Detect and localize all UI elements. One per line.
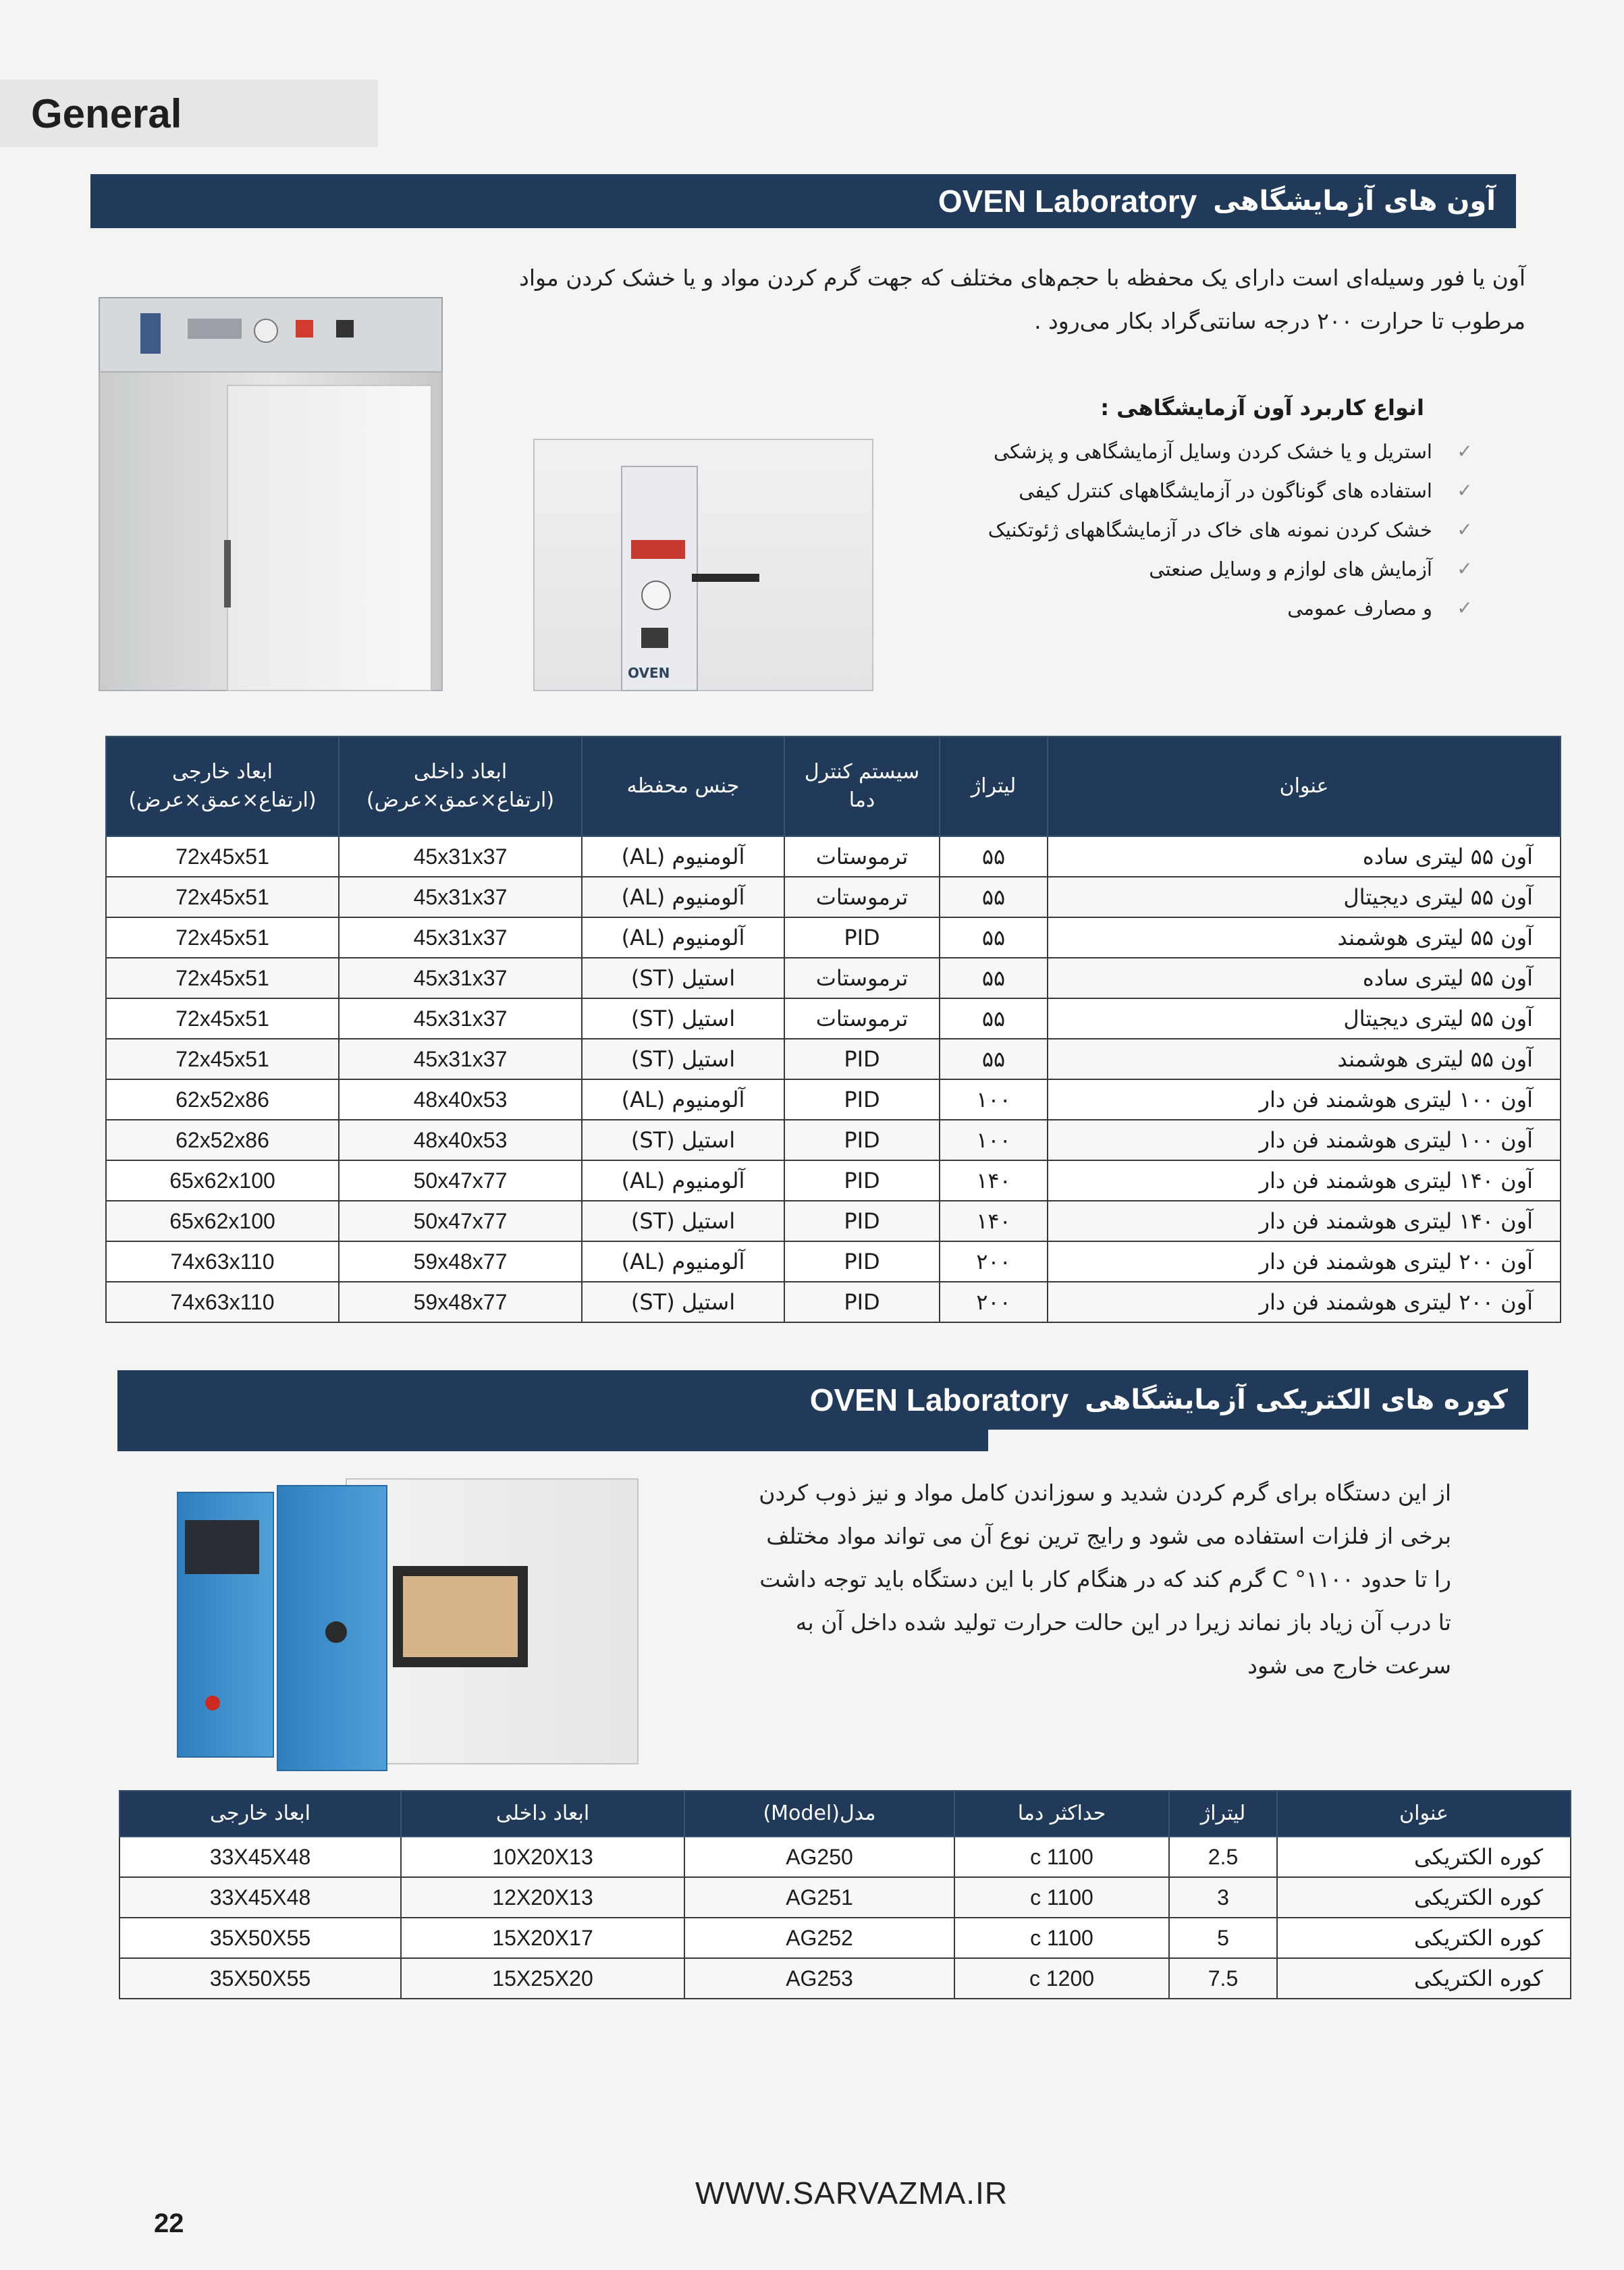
oven-photo-label: OVEN	[628, 665, 670, 681]
footer-website-link[interactable]: WWW.SARVAZMA.IR	[695, 2176, 1008, 2211]
page-number: 22	[154, 2209, 184, 2238]
col-header-volume: لیتراژ	[940, 736, 1048, 836]
table-row: آون ۵۵ لیتری ساده ۵۵ ترموستات آلومنیوم (AL) 45x31x37 72x45x51	[106, 836, 1561, 877]
small-oven-image	[533, 439, 877, 702]
table-row: آون ۱۴۰ لیتری هوشمند فن دار ۱۴۰ PID استیل (ST) 50x47x77 65x62x100	[106, 1201, 1561, 1241]
check-icon: ✓	[1457, 479, 1473, 502]
col-header-inner-dims: ابعاد داخلی (ارتفاع×عمق×عرض)	[339, 736, 582, 836]
col-header-volume: لیتراژ	[1169, 1791, 1277, 1837]
check-icon: ✓	[1457, 558, 1473, 580]
table-row: آون ۱۰۰ لیتری هوشمند فن دار ۱۰۰ PID آلومنیوم (AL) 48x40x53 62x52x86	[106, 1079, 1561, 1120]
table-row: کوره الکتریکی 5 1100 c AG252 15X20X17 35X50X55	[119, 1918, 1571, 1958]
section-title: General	[31, 90, 182, 136]
table-row: کوره الکتریکی 3 1100 c AG251 12X20X13 33X45X48	[119, 1877, 1571, 1918]
col-header-outer-dims: ابعاد خارجی (ارتفاع×عمق×عرض)	[106, 736, 339, 836]
table-header-row	[119, 1791, 1571, 1837]
table-row: آون ۵۵ لیتری هوشمند ۵۵ PID استیل (ST) 45x31x37 72x45x51	[106, 1039, 1561, 1079]
list-item: ✓ خشک کردن نمونه های خاک در آزمایشگاههای ژئوتکنیک	[945, 510, 1478, 549]
furnace-door	[277, 1485, 387, 1771]
table-row: آون ۲۰۰ لیتری هوشمند فن دار ۲۰۰ PID آلومنیوم (AL) 59x48x77 74x63x110	[106, 1241, 1561, 1282]
furnace-banner-fa: کوره های الکتریکی آزمایشگاهی	[1085, 1384, 1508, 1415]
list-item: ✓ استریل و یا خشک کردن وسایل آزمایشگاهی و پزشکی	[945, 432, 1478, 471]
col-header-material: جنس محفظه	[582, 736, 784, 836]
col-header-model: مدل(Model)	[684, 1791, 954, 1837]
table-row: آون ۱۰۰ لیتری هوشمند فن دار ۱۰۰ PID استیل (ST) 48x40x53 62x52x86	[106, 1120, 1561, 1160]
furnace-section-banner	[117, 1370, 1528, 1430]
oven-banner-en: OVEN Laboratory	[938, 184, 1197, 219]
check-icon: ✓	[1457, 597, 1473, 619]
col-header-title: عنوان	[1277, 1791, 1571, 1837]
oven-banner-fa: آون های آزمایشگاهی	[1213, 186, 1496, 217]
check-icon: ✓	[1457, 518, 1473, 541]
table-row: آون ۱۴۰ لیتری هوشمند فن دار ۱۴۰ PID آلومنیوم (AL) 50x47x77 65x62x100	[106, 1160, 1561, 1201]
oven-spec-table	[105, 736, 1561, 1323]
list-item: ✓ استفاده های گوناگون در آزمایشگاههای کنترل کیفی	[945, 471, 1478, 510]
table-row: آون ۵۵ لیتری ساده ۵۵ ترموستات استیل (ST) 45x31x37 72x45x51	[106, 958, 1561, 998]
table-row: کوره الکتریکی 7.5 1200 c AG253 15X25X20 35X50X55	[119, 1958, 1571, 1999]
list-item: ✓ و مصارف عمومی	[945, 589, 1478, 628]
furnace-banner-en: OVEN Laboratory	[809, 1382, 1069, 1417]
furnace-description: از این دستگاه برای گرم کردن شدید و سوزاندن کامل مواد و نیز ذوب کردن برخی از فلزات استفاده می شود و رایج ترین نوع آن می تواند مواد مختلف را تا حدود ۱۱۰۰° C گرم کند که در هنگام کار با این دستگاه باید توجه داشت تا درب آن زیاد باز نماند زیرا در این حالت حرارت تولید شده داخل آن به سرعت خارج می شود	[759, 1480, 1451, 1679]
oven-uses-list	[945, 432, 1478, 628]
col-header-title: عنوان	[1048, 736, 1561, 836]
col-header-control: سیستم کنترل دما	[784, 736, 940, 836]
section-tab	[0, 80, 378, 147]
table-row: کوره الکتریکی 2.5 1100 c AG250 10X20X13 33X45X48	[119, 1837, 1571, 1877]
oven-door	[227, 385, 432, 691]
control-panel	[177, 1492, 274, 1758]
table-row: آون ۵۵ لیتری هوشمند ۵۵ PID آلومنیوم (AL) 45x31x37 72x45x51	[106, 917, 1561, 958]
check-icon: ✓	[1457, 440, 1473, 462]
oven-description: آون یا فور وسیله‌ای است دارای یک محفظه با حجم‌های مختلف که جهت گرم کردن مواد و یا خشک کردن مواد مرطوب تا حرارت ۲۰۰ درجه سانتی‌گراد بکار می‌رود .	[519, 265, 1525, 334]
table-row: آون ۵۵ لیتری دیجیتال ۵۵ ترموستات استیل (ST) 45x31x37 72x45x51	[106, 998, 1561, 1039]
furnace-image	[177, 1471, 643, 1782]
col-header-max-temp: حداکثر دما	[954, 1791, 1169, 1837]
list-item: ✓ آزمایش های لوازم و وسایل صنعتی	[945, 549, 1478, 589]
col-header-inner-dims: ابعاد داخلی	[401, 1791, 684, 1837]
table-row: آون ۲۰۰ لیتری هوشمند فن دار ۲۰۰ PID استیل (ST) 59x48x77 74x63x110	[106, 1282, 1561, 1322]
furnace-spec-table	[119, 1790, 1571, 1999]
col-header-outer-dims: ابعاد خارجی	[119, 1791, 401, 1837]
table-row: آون ۵۵ لیتری دیجیتال ۵۵ ترموستات آلومنیوم (AL) 45x31x37 72x45x51	[106, 877, 1561, 917]
control-panel	[99, 297, 443, 374]
table-header-row	[106, 736, 1561, 836]
oven-uses-title: انواع کاربرد آون آزمایشگاهی :	[1100, 395, 1424, 421]
furnace-banner-underline	[117, 1430, 988, 1451]
large-oven-image	[99, 297, 443, 702]
oven-section-banner	[90, 174, 1516, 228]
